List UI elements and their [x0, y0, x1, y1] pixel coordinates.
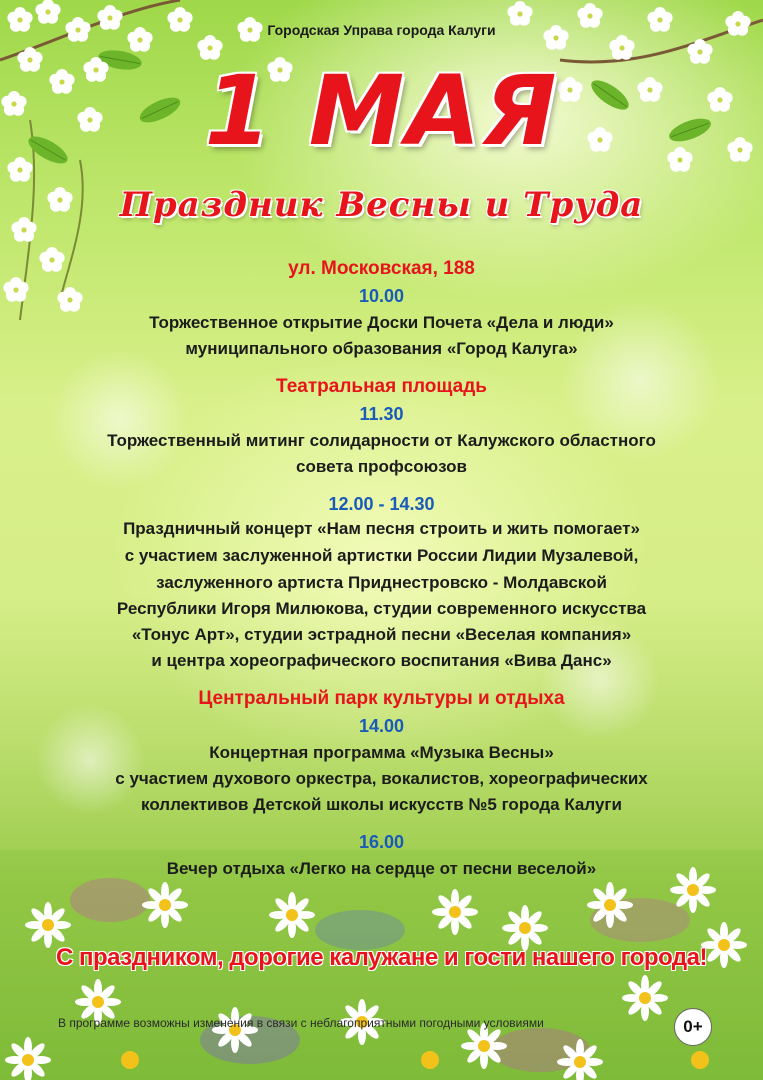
event3-line: и центра хореографического воспитания «Вива Данс»: [151, 651, 612, 670]
event1-line: Торжественное открытие Доски Почета «Дела и люди»: [149, 313, 614, 332]
venue-teatralnaya: Театральная площадь: [276, 376, 487, 397]
greeting: С праздником, дорогие калужане и гости нашего города!: [55, 944, 707, 971]
event3-line: «Тонус Арт», студии эстрадной песни «Веселая компания»: [131, 625, 632, 644]
time-10-00: 10.00: [358, 286, 405, 306]
organizer: Городская Управа города Калуги: [267, 22, 496, 38]
main-title: 1 МАЯ: [204, 55, 559, 167]
event2-line: Торжественный митинг солидарности от Калужского областного: [107, 431, 656, 450]
change-notice: В программе возможны изменения в связи с неблагоприятными погодными условиями: [58, 1016, 544, 1030]
subtitle: Праздник Весны и Труда: [119, 185, 644, 225]
event3-line: Республики Игоря Милюкова, студии современного искусства: [116, 599, 647, 618]
time-11-30: 11.30: [359, 404, 404, 424]
event3-line: с участием заслуженной артистки России Лидии Музалевой,: [124, 546, 639, 565]
age-rating-badge: 0+: [674, 1008, 712, 1046]
event3-line: заслуженного артиста Приднестровско - Молдавской: [156, 573, 607, 592]
event1-line: муниципального образования «Город Калуга»: [185, 339, 578, 358]
event3-line: Праздничный концерт «Нам песня строить и жить помогает»: [123, 519, 640, 538]
event5-line: Вечер отдыха «Легко на сердце от песни веселой»: [166, 859, 597, 878]
time-12-00-14-30: 12.00 - 14.30: [328, 494, 435, 514]
venue-moskovskaya: ул. Московская, 188: [288, 258, 475, 279]
event4-line: с участием духового оркестра, вокалистов, хореографических: [115, 769, 648, 788]
event4-line: коллективов Детской школы искусств №5 города Калуги: [141, 795, 622, 814]
event4-line: Концертная программа «Музыка Весны»: [209, 743, 554, 762]
time-16-00: 16.00: [358, 832, 405, 852]
time-14-00: 14.00: [358, 716, 405, 736]
venue-central-park: Центральный парк культуры и отдыха: [198, 688, 565, 709]
event2-line: совета профсоюзов: [296, 457, 467, 476]
